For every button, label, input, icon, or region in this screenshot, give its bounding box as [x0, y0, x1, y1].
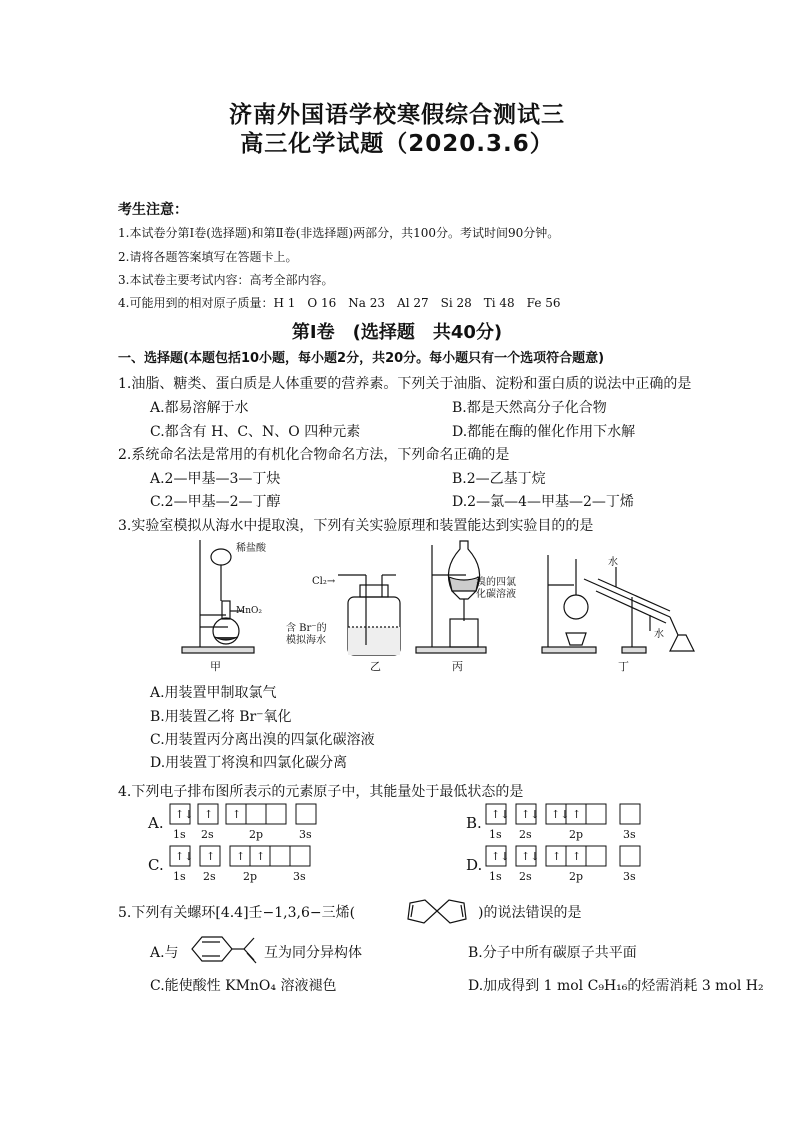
svg-text:↑↓: ↑↓	[491, 850, 510, 863]
orbital-label: 2s	[519, 828, 532, 841]
apparatus-jia	[182, 540, 267, 673]
orbital-letter-b: B.	[466, 814, 482, 832]
part-title: 一、选择题(本题包括10小题，每小题2分，共20分。每小题只有一个选项符合题意)	[118, 351, 605, 366]
orbital-label: 2p	[569, 828, 584, 841]
orbital-option-c	[148, 846, 310, 883]
q3-option-a: A.用装置甲制取氯气	[150, 685, 277, 701]
orbital-label: 1s	[173, 870, 186, 883]
apparatus-figure	[170, 535, 700, 675]
notice-heading: 考生注意：	[118, 202, 188, 218]
school-title: 济南外国语学校寒假综合测试三	[229, 102, 565, 128]
orbital-label: 2s	[519, 870, 532, 883]
apparatus-yi	[286, 575, 400, 673]
q5-option-d: D.加成得到 1 mol C₉H₁₆的烃需消耗 3 mol H₂	[468, 978, 764, 994]
orbital-label: 1s	[489, 870, 502, 883]
label-water-out: 水	[654, 629, 664, 640]
q3-option-b: B.用装置乙将 Br⁻氧化	[150, 709, 292, 725]
label-hcl: 稀盐酸	[236, 543, 266, 554]
notice-item: 1.本试卷分第Ⅰ卷(选择题)和第Ⅱ卷(非选择题)两部分，共100分。考试时间90分钟。	[118, 226, 560, 240]
q5-option-c: C.能使酸性 KMnO₄ 溶液褪色	[150, 978, 337, 994]
notice-item: 4.可能用到的相对原子质量：H 1 O 16 Na 23 Al 27 Si 28 Ti 48 Fe 56	[118, 296, 561, 310]
svg-text:↑↓: ↑↓	[175, 808, 194, 821]
orbital-option-d	[466, 846, 640, 883]
q1-option-d: D.都能在酶的催化作用下水解	[452, 424, 636, 440]
q2-option-c: C.2—甲基—2—丁醇	[150, 494, 281, 510]
label-yi: 乙	[370, 660, 381, 673]
label-seawater-2: 模拟海水	[286, 635, 326, 646]
orbital-option-b	[466, 804, 640, 841]
exam-title: 高三化学试题（2020.3.6）	[240, 131, 554, 157]
q1-option-c: C.都含有 H、C、N、O 四种元素	[150, 424, 361, 440]
orbital-label: 2p	[243, 870, 258, 883]
svg-text:↑↓: ↑↓	[521, 808, 540, 821]
q3-option-c: C.用装置丙分离出溴的四氯化碳溶液	[150, 732, 375, 748]
label-mno2: MnO₂	[236, 606, 262, 616]
orbital-letter-d: D.	[466, 856, 483, 874]
orbital-label: 2p	[249, 828, 264, 841]
orbital-label: 2s	[203, 870, 216, 883]
svg-text:↑↓: ↑↓	[551, 808, 570, 821]
label-ding: 丁	[618, 660, 629, 673]
q5-option-a-tail: 互为同分异构体	[264, 945, 362, 961]
spiro-structure	[398, 894, 476, 928]
q2-option-b: B.2—乙基丁烷	[452, 471, 546, 487]
q1-option-a: A.都易溶解于水	[150, 400, 249, 416]
styrene-like-structure	[182, 932, 274, 966]
question-4-stem: 4.下列电子排布图所表示的元素原子中，其能量处于最低状态的是	[118, 784, 524, 800]
question-3-stem: 3.实验室模拟从海水中提取溴，下列有关实验原理和装置能达到实验目的的是	[118, 518, 594, 534]
svg-text:↑: ↑	[204, 808, 214, 821]
notice-item: 3.本试卷主要考试内容：高考全部内容。	[118, 273, 334, 287]
q3-option-d: D.用装置丁将溴和四氯化碳分离	[150, 755, 348, 771]
question-2-stem: 2.系统命名法是常用的有机化合物命名方法，下列命名正确的是	[118, 447, 510, 463]
svg-text:↑↓: ↑↓	[175, 850, 194, 863]
q2-option-d: D.2—氯—4—甲基—2—丁烯	[452, 494, 634, 510]
svg-text:↑: ↑	[206, 850, 216, 863]
orbital-option-a	[147, 804, 316, 841]
apparatus-ding	[542, 555, 694, 673]
orbital-diagrams	[140, 800, 660, 886]
question-5-stem-b: )的说法错误的是	[478, 905, 582, 921]
orbital-label: 3s	[623, 870, 636, 883]
orbital-label: 3s	[623, 828, 636, 841]
q1-option-b: B.都是天然高分子化合物	[452, 400, 607, 416]
section-title: 第Ⅰ卷 (选择题 共40分)	[291, 322, 503, 343]
q5-option-b: B.分子中所有碳原子共平面	[468, 945, 637, 961]
label-ccl4-2: 化碳溶液	[476, 589, 516, 600]
orbital-label: 2p	[569, 870, 584, 883]
orbital-letter-c: C.	[148, 856, 164, 874]
svg-text:↑: ↑	[236, 850, 246, 863]
svg-text:↑: ↑	[256, 850, 266, 863]
svg-text:↑↓: ↑↓	[521, 850, 540, 863]
label-cl2: Cl₂→	[312, 576, 336, 587]
label-jia: 甲	[210, 660, 221, 673]
label-seawater-1: 含 Br⁻的	[286, 623, 327, 634]
notice-item: 2.请将各题答案填写在答题卡上。	[118, 250, 298, 264]
question-5-stem-a: 5.下列有关螺环[4.4]壬−1,3,6−三烯(	[118, 905, 356, 921]
orbital-label: 3s	[293, 870, 306, 883]
label-bing: 丙	[452, 660, 463, 673]
q5-option-a: A.与	[150, 945, 179, 961]
apparatus-bing	[416, 541, 516, 673]
svg-text:↑: ↑	[232, 808, 242, 821]
orbital-label: 1s	[173, 828, 186, 841]
svg-text:↑: ↑	[572, 850, 582, 863]
svg-text:↑↓: ↑↓	[491, 808, 510, 821]
orbital-label: 2s	[201, 828, 214, 841]
label-water-in: 水	[608, 557, 618, 568]
svg-text:↑: ↑	[572, 808, 582, 821]
orbital-label: 3s	[299, 828, 312, 841]
q2-option-a: A.2—甲基—3—丁炔	[150, 471, 281, 487]
orbital-letter-a: A.	[148, 814, 164, 832]
question-1-stem: 1.油脂、糖类、蛋白质是人体重要的营养素。下列关于油脂、淀粉和蛋白质的说法中正确的是	[118, 376, 692, 392]
label-ccl4-1: 溴的四氯	[476, 577, 516, 588]
svg-text:↑: ↑	[552, 850, 562, 863]
orbital-label: 1s	[489, 828, 502, 841]
